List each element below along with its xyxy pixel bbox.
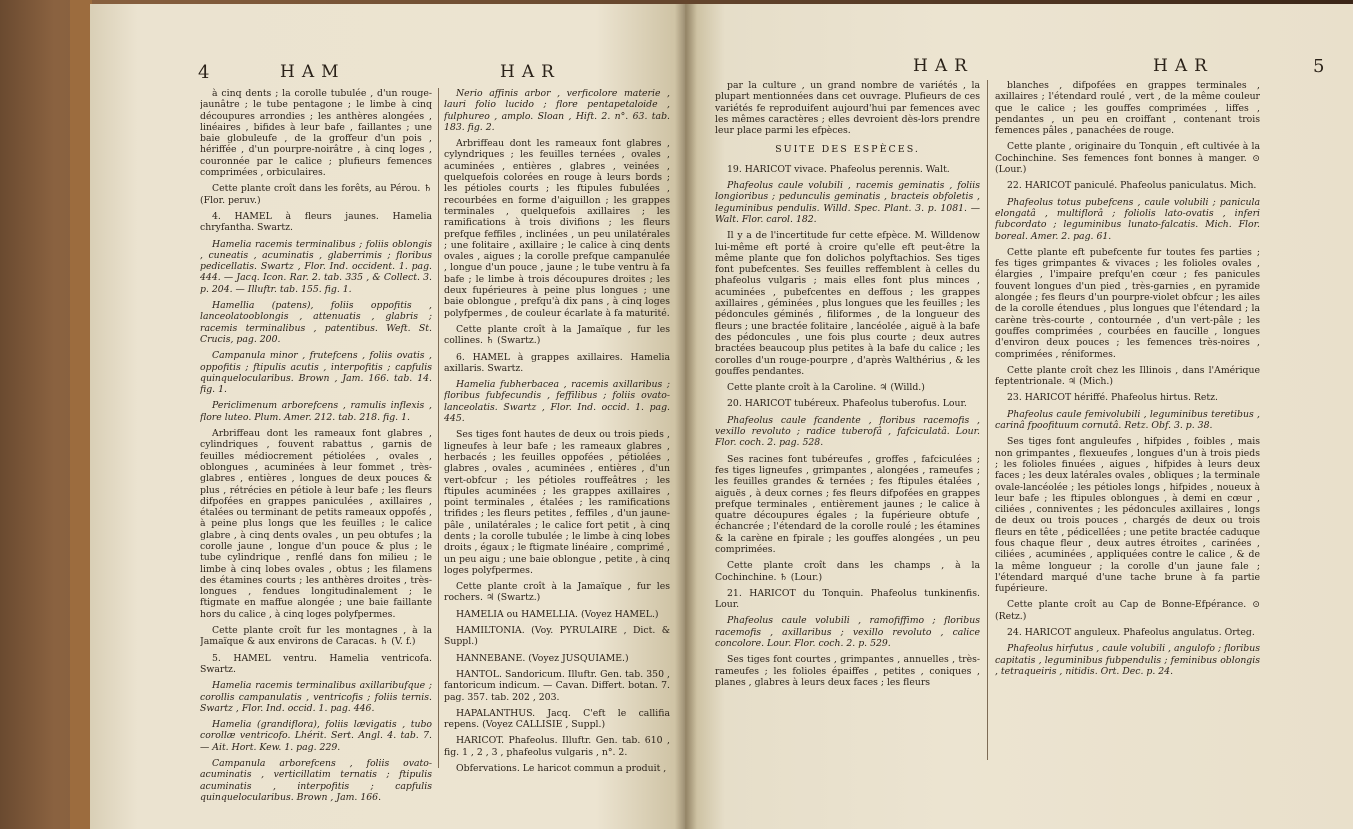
book-gutter xyxy=(675,4,697,829)
paragraph: 21. HARICOT du Tonquin. Phafeolus tunkinenfis. Lour. xyxy=(715,587,980,611)
paragraph: à cinq dents ; la corolle tubulée , d'un rouge-jaunâtre ; le tube pentagone ; le limbe à cinq découpures arrondies ; les anthères alongées , linéaires , bifides à leur bafe , faillantes ; une baie globuleufe , de la groffeur d'un pois , hériffée , d'un pourpre-noirâtre , à cinq loges , couronnée par le calice ; plufieurs femences comprimées , orbiculaires. xyxy=(200,88,432,179)
paragraph: Cette plante croît dans les champs , à la Cochinchine. ♄ (Lour.) xyxy=(715,560,980,583)
paragraph: Hamelia (grandiflora), foliis lævigatis , tubo corollæ ventricofo. Lhérit. Sert. Angl. 4. tab. 7. — Ait. Hort. Kew. 1. pag. 229. xyxy=(200,719,432,753)
paragraph: Ses tiges font courtes , grimpantes , annuelles , très-rameufes ; les folioles épaiffes , petites , coniques , planes , glabres à leurs deux faces ; les fleurs xyxy=(715,654,980,688)
paragraph: Hamellia (patens), foliis oppofitis , lanceolatooblongis , attenuatis , glabris ; racemis terminalibus , patentibus. Weft. St. Crucis, pag. 200. xyxy=(200,300,432,345)
paragraph: Periclimenum arborefcens , ramulis inflexis , flore luteo. Plum. Amer. 212. tab. 218. fig. 1. xyxy=(200,400,432,423)
column-divider xyxy=(438,88,439,768)
paragraph: 24. HARICOT anguleux. Phafeolus angulatus. Orteg. xyxy=(1007,627,1255,639)
paragraph: Phafeolus caule fcandente , floribus racemofis , vexillo revoluto ; radice tuberofâ , fafciculatâ. Lour. Flor. coch. 2. pag. 528. xyxy=(715,414,980,449)
paragraph: 20. HARICOT tubéreux. Phafeolus tuberofus. Lour. xyxy=(727,398,967,410)
paragraph: Cette plante eft pubefcente fur toutes fes parties ; fes tiges grimpantes & vivaces ; les folioles ovales , élargies , l'impaire prefqu'en cœur ; fes panicules fouvent longues d'un pied , très-garnies , en pyramide alongée ; fes fleurs d'un pourpre-violet obfcur ; les ailes de la corolle étendues , plus longues que l'étendard ; la carène très-courte , contournée , d'un vert-pâle ; les gouffes comprimées , courbées en faucille , longues d'environ deux pouces ; les femences très-noires , comprimées , réniformes. xyxy=(995,246,1260,360)
paragraph: Il y a de l'incertitude fur cette efpèce. M. Willdenow lui-même eft porté à croire qu'elle eft peut-être la même plante que fon dolichos polyftachios. Ses tiges font pubefcentes. Ses feuilles reffemblent à celles du phafeolus vulgaris ; mais elles font plus minces , acuminées , pubefcentes en deffous ; les grappes axillaires , géminées , plus longues que les feuilles ; les pédoncules géminés , filiformes , de la longueur des fleurs ; une bractée folitaire , lancéolée , aiguë à la bafe des pédoncules , une fois plus courte ; deux autres bractées beaucoup plus petites à la bafe du calice ; les corolles d'un rouge-pourpre , d'après Walthérius , & les gouffes pendantes. xyxy=(715,230,980,377)
paragraph: Cette plante , originaire du Tonquin , eft cultivée à la Cochinchine. Ses femences font bonnes à manger. ⊙ (Lour.) xyxy=(995,141,1260,176)
column-divider xyxy=(987,80,988,760)
paragraph: Phafeolus totus pubefcens , caule volubili ; panicula elongatâ , multiflorâ ; foliolis lato-ovatis , inferi fubcordato ; leguminibus lunato-falcatis. Mich. Flor. boreal. Amer. 2. pag. 61. xyxy=(995,196,1260,242)
left-running-head-1: HAM xyxy=(280,62,346,82)
paragraph: 5. HAMEL ventru. Hamelia ventricofa. Swartz. xyxy=(200,652,432,675)
paragraph: HANTOL. Sandoricum. Illuftr. Gen. tab. 350 , fantoricum indicum. — Cavan. Differt. botan. 7. pag. 357. tab. 202 , 203. xyxy=(444,668,670,703)
paragraph: Obfervations. Le haricot commun a produit , xyxy=(456,763,667,775)
paragraph: Phafeolus caule volubili , racemis geminatis , foliis longioribus ; pedunculis geminatis , bracteis obfoletis , leguminibus pendulis. Willd. Spec. Plant. 3. p. 1081. — Walt. Flor. carol. 182. xyxy=(715,180,980,225)
paragraph: Hamelia racemis terminalibus ; foliis oblongis , cuneatis , acuminatis , glaberrimis ; floribus pedicellatis. Swartz , Flor. Ind. occident. 1. pag. 444. — Jacq. Icon. Rar. 2. tab. 335 , & Collect. 3. p. 204. — Illuftr. tab. 155. fig. 1. xyxy=(200,238,432,295)
paragraph: Ses racines font tubéreufes , groffes , fafciculées ; fes tiges ligneufes , grimpantes , alongées , rameufes ; les feuilles grandes & ternées ; fes ftipules étalées , aiguës , à deux cornes ; fes fleurs difpofées en grappes prefque terminales , entièrement jaunes ; le calice à quatre découpures égales ; la fupérieure obtufe , échancrée ; l'étendard de la corolle roulé ; les étamines & la carène en fpirale ; les gouffes alongées , un peu comprimées. xyxy=(715,453,980,555)
paragraph: Cette plante croît chez les Illinois , dans l'Amérique feptentrionale. ♃ (Mich.) xyxy=(995,364,1260,388)
paragraph: Cette plante croît au Cap de Bonne-Efpérance. ⊙ (Retz.) xyxy=(995,599,1260,622)
paragraph: HARICOT. Phafeolus. Illuftr. Gen. tab. 610 , fig. 1 , 2 , 3 , phafeolus vulgaris , n°. 2. xyxy=(444,735,670,758)
paragraph: blanches , difpofées en grappes terminales , axillaires ; l'étendard roulé , vert , de la même couleur que le calice ; les gouffes comprimées , liffes , pendantes , un peu en croiffant , contenant trois femences pâles , panachées de rouge. xyxy=(995,80,1260,137)
book-cover-edge xyxy=(70,0,92,829)
paragraph: 19. HARICOT vivace. Phafeolus perennis. Walt. xyxy=(727,163,950,175)
paragraph: Hamelia racemis terminalibus axillaribufque ; corollis campanulatis , ventricofis ; foliis ternis. Swartz , Flor. Ind. occid. 1. pag. 446. xyxy=(200,680,432,714)
right-column-1 xyxy=(715,80,980,815)
paragraph: 22. HARICOT paniculé. Phafeolus paniculatus. Mich. xyxy=(1007,180,1257,192)
right-running-head-1: HAR xyxy=(913,56,974,76)
paragraph: 4. HAMEL à fleurs jaunes. Hamelia chryfantha. Swartz. xyxy=(200,210,432,234)
right-running-head-2: HAR xyxy=(1153,56,1214,76)
left-column-1 xyxy=(200,88,432,823)
paragraph: Cette plante croît à la Jamaïque , fur les collines. ♄ (Swartz.) xyxy=(444,323,670,347)
paragraph: Cette plante croît à la Caroline. ♃ (Willd.) xyxy=(727,382,925,394)
paragraph: Cette plante croît fur les montagnes , à la Jamaïque & aux environs de Caracas. ♄ (V. f.) xyxy=(200,625,432,648)
left-column-2 xyxy=(444,88,670,823)
paragraph: Campanula arborefcens , foliis ovato-acuminatis , verticillatim ternatis ; ftipulis acuminatis , interpofitis ; capfulis quinquelocularibus. Brown , Jam. 166. xyxy=(200,758,432,803)
right-column-2 xyxy=(995,80,1260,815)
paragraph: 23. HARICOT hériffé. Phafeolus hirtus. Retz. xyxy=(1007,392,1218,404)
left-page-number: 4 xyxy=(198,62,210,83)
paragraph: Arbriffeau dont les rameaux font glabres , cylyndriques ; les feuilles ternées , ovales , acuminées , entières , glabres , veinées , quelquefois colorées en rouge à leurs bords ; les pétioles courts ; les ftipules fubulées , recourbées en forme d'aiguillon ; les grappes terminales , quelquefois axillaires ; les ramifications à trois divifions ; les fleurs prefque feffiles , inclinées , un peu unilatérales ; une folitaire , axillaire ; le calice à cinq dents ovales , aigues ; la corolle prefque campanulée , longue d'un pouce , jaune ; le tube ventru à fa bafe ; le limbe à trois découpures droites ; les deux fupérieures à peine plus longues ; une baie oblongue , prefqu'à dix pans , à cinq loges polyfpermes , de couleur écarlate à fa maturité. xyxy=(444,138,670,319)
section-heading: SUITE DES ESPÈCES. xyxy=(775,144,920,156)
open-book xyxy=(90,4,1353,829)
paragraph: HAMELIA ou HAMELLIA. (Voyez HAMEL.) xyxy=(456,608,659,620)
paragraph: Cette plante croît à la Jamaïque , fur les rochers. ♃ (Swartz.) xyxy=(444,581,670,604)
paragraph: Phafeolus caule volubili , ramofiffimo ; floribus racemofis , axillaribus ; vexillo revoluto , calice concolore. Lour. Flor. coch. 2. p. 529. xyxy=(715,615,980,650)
right-page xyxy=(685,4,1353,829)
paragraph: Nerio affinis arbor , verficolore materie , lauri folio lucido ; flore pentapetaloide , fulphureo , amplo. Sloan , Hift. 2. n°. 63. tab. 183. fig. 2. xyxy=(444,88,670,133)
paragraph: Campanula minor , frutefcens , foliis ovatis , oppofitis ; ftipulis acutis , interpofitis ; capfulis quinquelocularibus. Brown , Jam. 166. tab. 14. fig. 1. xyxy=(200,350,432,396)
paragraph: HAPALANTHUS. Jacq. C'eft le callifia repens. (Voyez CALLISIE , Suppl.) xyxy=(444,707,670,731)
left-running-head-2: HAR xyxy=(500,62,561,82)
paragraph: Hamelia fubherbacea , racemis axillaribus ; floribus fubfecundis , feffilibus ; foliis ovato-lanceolatis. Swartz , Flor. Ind. occid. 1. pag. 445. xyxy=(444,379,670,425)
paragraph: HAMILTONIA. (Voy. PYRULAIRE , Dict. & Suppl.) xyxy=(444,625,670,648)
paragraph: par la culture , un grand nombre de variétés , la plupart mentionnées dans cet ouvrage. Plufieurs de ces variétés fe reproduifent aujourd'hui par femences avec les mêmes caractères ; elles devroient dès-lors prendre leur place parmi les efpèces. xyxy=(715,80,980,137)
right-page-number: 5 xyxy=(1313,56,1325,77)
paragraph: Arbriffeau dont les rameaux font glabres , cylindriques , fouvent rabattus , garnis de feuilles médiocrement pétiolées , ovales , oblongues , acuminées à leur fommet , très-glabres , entières , longues de deux pouces & plus , rétrécies en pétiole à leur bafe ; les fleurs difpofées en grappes paniculées , axillaires , étalées ou terminant de petits rameaux oppofés , à peine plus longs que les feuilles ; le calice glabre , à cinq dents ovales , un peu obtufes ; la corolle jaune , longue d'un pouce & plus ; le tube cylindrique , renflé dans fon milieu ; le limbe à cinq lobes ovales , obtus ; les filamens des étamines courts ; les anthères droites , très-longues , fendues longitudinalement ; le ftigmate en maffue alongée ; une baie faillante hors du calice , à cinq loges polyfpermes. xyxy=(200,428,432,620)
paragraph: Ses tiges font anguleufes , hifpides , foibles , mais non grimpantes , flexueufes , longues d'un à trois pieds ; les folioles finuées , aigues , hifpides à leurs deux faces ; les deux latérales ovales , obliques ; la terminale ovale-lancéolée ; les pétioles longs , hifpides , noueux à leur bafe ; les ftipules oblongues , à demi en cœur , ciliées , conniventes ; les pédoncules axillaires , longs de deux ou trois pouces , chargés de deux ou trois fleurs en tête , pédicellées ; une petite bractée caduque fous chaque fleur , deux autres étroites , carinées , ciliées , acuminées , appliquées contre le calice , & de la même longueur ; la corolle d'un jaune fale ; l'étendard marqué d'une tache brune à fa partie fupérieure. xyxy=(995,436,1260,595)
paragraph: HANNEBANE. (Voyez JUSQUIAME.) xyxy=(456,652,629,664)
paragraph: 6. HAMEL à grappes axillaires. Hamelia axillaris. Swartz. xyxy=(444,351,670,374)
paragraph: Phafeolus caule femivolubili , leguminibus teretibus , carinâ fpoofituum cornutâ. Retz. Obf. 3. p. 38. xyxy=(995,408,1260,432)
left-page xyxy=(90,4,685,829)
paragraph: Cette plante croît dans les forêts, au Pérou. ♄ (Flor. peruv.) xyxy=(200,183,432,206)
paragraph: Ses tiges font hautes de deux ou trois pieds , ligneufes à leur bafe ; les rameaux glabres , herbacés ; les feuilles oppofées , pétiolées , glabres , ovales , acuminées , entières , d'un vert-obfcur ; les pétioles rouffeâtres ; les ftipules acuminées ; les grappes axillaires , point terminales , étalées ; les ramifications trifides ; les fleurs petites , feffiles , d'un jaune-pâle , unilatérales ; le calice fort petit , à cinq dents ; la corolle tubulée ; le limbe à cinq lobes droits , égaux ; le ftigmate linéaire , comprimé , un peu aigu ; une baie oblongue , petite , à cinq loges polyfpermes. xyxy=(444,429,670,576)
paragraph: Phafeolus hirfutus , caule volubili , angulofo ; floribus capitatis , leguminibus fubpendulis ; feminibus oblongis , tetraqueiris , nitidis. Ort. Dec. p. 24. xyxy=(995,643,1260,677)
